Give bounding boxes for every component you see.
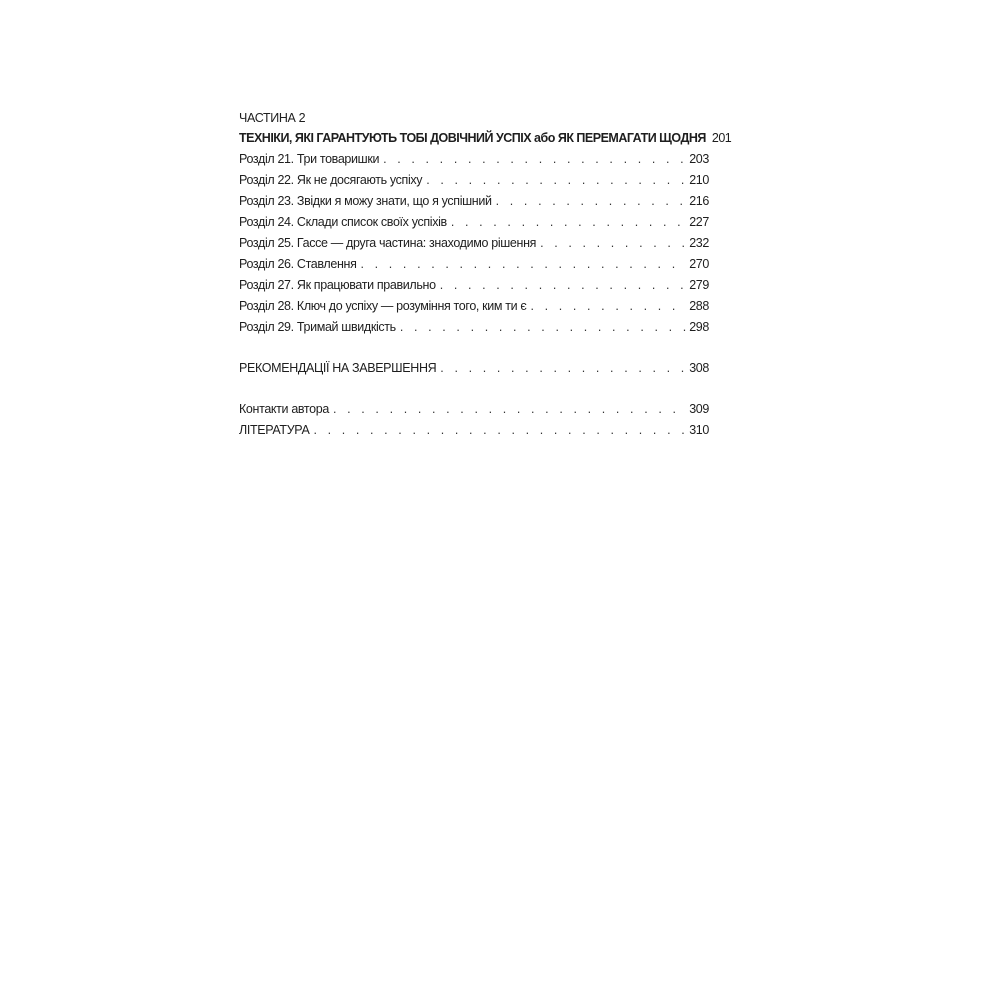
part-title: ТЕХНІКИ, ЯКІ ГАРАНТУЮТЬ ТОБІ ДОВІЧНИЙ УСПІХ або ЯК ПЕРЕМАГАТИ ЩОДНЯ <box>239 131 706 145</box>
chapter-title: Розділ 23. Звідки я можу знати, що я успішний <box>239 194 492 208</box>
chapter-title: Розділ 25. Гассе — друга частина: знаходимо рішення <box>239 236 537 250</box>
page-number: 310 <box>689 423 709 437</box>
page-number: 210 <box>689 173 709 187</box>
chapter-title: Розділ 22. Як не досягають успіху <box>239 173 423 187</box>
part-label: ЧАСТИНА 2 <box>239 111 306 125</box>
dot-leader <box>540 233 687 254</box>
chapter-entry-23 <box>239 191 709 212</box>
chapter-title: Розділ 26. Ставлення <box>239 257 357 271</box>
chapter-entry-28 <box>239 296 709 317</box>
dot-leader <box>313 420 687 441</box>
spacer <box>239 338 709 358</box>
page-number: 203 <box>689 152 709 166</box>
dot-leader <box>333 399 687 420</box>
chapter-title: Розділ 29. Тримай швидкість <box>239 320 396 334</box>
dot-leader <box>496 191 688 212</box>
dot-leader <box>440 275 688 296</box>
dot-leader <box>360 254 687 275</box>
dot-leader <box>400 317 687 338</box>
recommendations-title: РЕКОМЕНДАЦІЇ НА ЗАВЕРШЕННЯ <box>239 361 437 375</box>
dot-leader <box>530 296 687 317</box>
literature-entry <box>239 420 709 441</box>
recommendations-entry <box>239 358 709 379</box>
chapter-title: Розділ 21. Три товаришки <box>239 152 380 166</box>
chapter-title: Розділ 24. Склади список своїх успіхів <box>239 215 447 229</box>
chapter-entry-26 <box>239 254 709 275</box>
chapter-entry-24 <box>239 212 709 233</box>
contacts-entry <box>239 399 709 420</box>
dot-leader <box>383 149 687 170</box>
spacer <box>239 379 709 399</box>
chapter-entry-27 <box>239 275 709 296</box>
dot-leader <box>426 170 687 191</box>
page-number: 298 <box>689 320 709 334</box>
page-number: 201 <box>711 131 732 145</box>
page-number: 232 <box>689 236 709 250</box>
literature-title: ЛІТЕРАТУРА <box>239 423 310 437</box>
part-label-line <box>239 108 709 128</box>
part-title-entry <box>239 128 732 149</box>
chapter-entry-22 <box>239 170 709 191</box>
table-of-contents <box>239 108 732 441</box>
page-number: 216 <box>689 194 709 208</box>
page-number: 309 <box>689 402 709 416</box>
chapter-entry-21 <box>239 149 709 170</box>
chapter-title: Розділ 27. Як працювати правильно <box>239 278 436 292</box>
page-number: 279 <box>689 278 709 292</box>
contacts-title: Контакти автора <box>239 402 329 416</box>
dot-leader <box>451 212 687 233</box>
chapter-entry-29 <box>239 317 709 338</box>
page-number: 270 <box>689 257 709 271</box>
page-number: 288 <box>689 299 709 313</box>
chapter-entry-25 <box>239 233 709 254</box>
dot-leader <box>440 358 687 379</box>
page-number: 227 <box>689 215 709 229</box>
page-number: 308 <box>689 361 709 375</box>
chapter-title: Розділ 28. Ключ до успіху — розуміння того, ким ти є <box>239 299 527 313</box>
